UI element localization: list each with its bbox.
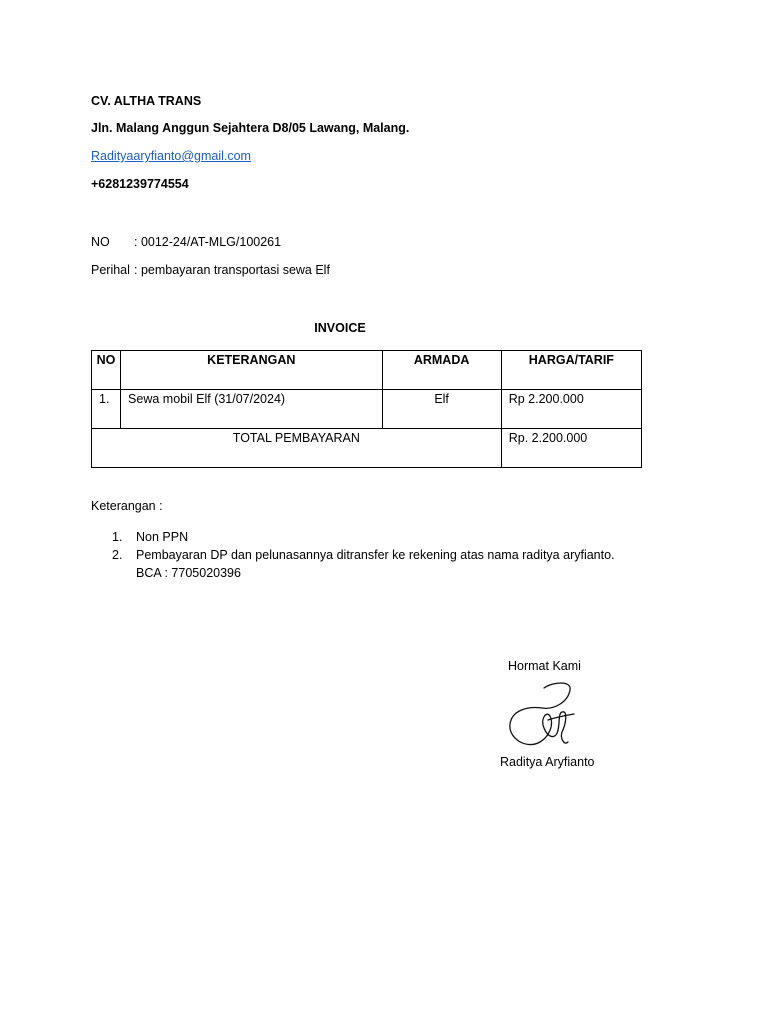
list-item [91, 546, 615, 582]
header-armada: ARMADA [382, 351, 501, 390]
closing-text: Hormat Kami [508, 659, 581, 673]
total-value: Rp. 2.200.000 [501, 429, 641, 468]
list-item [91, 528, 615, 546]
company-address: Jln. Malang Anggun Sejahtera D8/05 Lawang, Malang. [91, 121, 410, 135]
table-header-row [92, 351, 642, 390]
list-number: 2. [112, 548, 123, 562]
header-no: NO [92, 351, 121, 390]
header-harga: HARGA/TARIF [501, 351, 641, 390]
signature-image [504, 680, 584, 752]
company-phone: +6281239774554 [91, 177, 189, 191]
note-text: Non PPN [136, 530, 189, 544]
signer-name: Raditya Aryfianto [500, 755, 595, 769]
invoice-title: INVOICE [314, 321, 366, 335]
subject-label: Perihal [91, 263, 130, 277]
reference-number-value: : 0012-24/AT-MLG/100261 [134, 235, 282, 249]
cell-harga: Rp 2.200.000 [501, 390, 641, 429]
bank-account: BCA : 7705020396 [136, 566, 241, 580]
cell-keterangan: Sewa mobil Elf (31/07/2024) [121, 390, 382, 429]
note-text: Pembayaran DP dan pelunasannya ditransfer ke rekening atas nama raditya aryfianto. [136, 548, 615, 562]
total-row [92, 429, 642, 468]
invoice-table [91, 350, 642, 468]
header-keterangan: KETERANGAN [121, 351, 382, 390]
notes-label: Keterangan : [91, 499, 163, 513]
total-label: TOTAL PEMBAYARAN [92, 429, 502, 468]
notes-list [91, 528, 615, 582]
subject-value: : pembayaran transportasi sewa Elf [134, 263, 330, 277]
table-row [92, 390, 642, 429]
list-number: 1. [112, 530, 123, 544]
reference-number-label: NO [91, 235, 110, 249]
company-name: CV. ALTHA TRANS [91, 94, 202, 108]
cell-armada: Elf [382, 390, 501, 429]
cell-no: 1. [92, 390, 121, 429]
company-email-link[interactable]: Radityaaryfianto@gmail.com [91, 149, 251, 163]
